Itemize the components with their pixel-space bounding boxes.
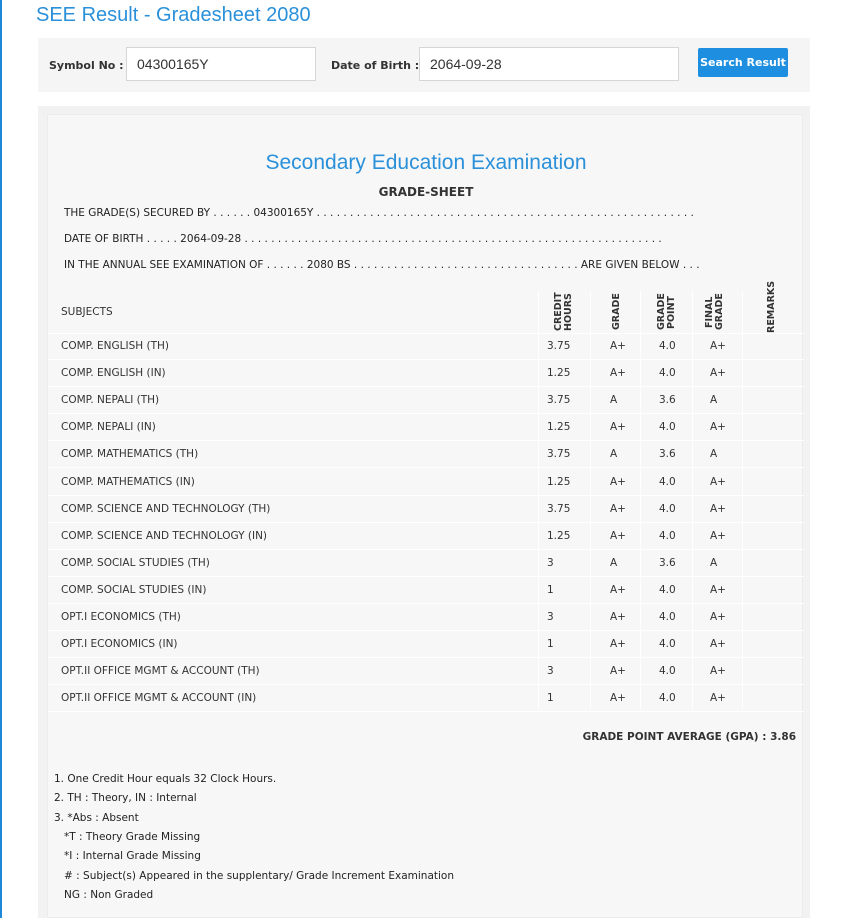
credit-hours-cell: 1 — [547, 692, 554, 705]
credit-hours-cell: 3 — [547, 611, 554, 623]
grade-cell: A+ — [610, 583, 626, 596]
credit-hours-cell: 1 — [547, 638, 554, 651]
grade-cell: A+ — [610, 638, 626, 651]
note-item: NG : Non Graded — [54, 888, 154, 901]
table-row — [48, 604, 804, 631]
subject-cell: OPT.I ECONOMICS (TH) — [61, 611, 181, 623]
table-row — [48, 523, 804, 550]
table-row — [48, 577, 804, 604]
grade-point-cell: 4.0 — [659, 638, 676, 651]
exam-line: IN THE ANNUAL SEE EXAMINATION OF . . . . . . 2080 BS . . . . . . . . . . . . . . . . . . . . . . . . . . . . . . . . . . ARE GIVEN BELOW . . . — [64, 259, 700, 271]
dob-label: Date of Birth : — [331, 59, 420, 72]
final-grade-cell: A+ — [710, 340, 726, 352]
search-bar — [38, 38, 810, 92]
table-row — [48, 658, 804, 685]
credit-hours-cell: 3.75 — [547, 448, 571, 461]
credit-hours-cell: 3.75 — [547, 394, 571, 407]
table-row — [48, 469, 804, 496]
subject-cell: COMP. SCIENCE AND TECHNOLOGY (TH) — [61, 502, 271, 515]
grade-cell: A+ — [610, 367, 626, 380]
subject-cell: COMP. ENGLISH (IN) — [61, 367, 166, 380]
grade-cell: A — [610, 556, 618, 569]
credit-hours-cell: 1 — [547, 583, 554, 596]
subject-cell: COMP. MATHEMATICS (IN) — [61, 475, 195, 488]
grade-sheet-heading: GRADE-SHEET — [378, 185, 474, 199]
header-grade-point: GRADE POINT — [656, 293, 677, 331]
subject-cell: COMP. MATHEMATICS (TH) — [61, 448, 199, 461]
page-title: SEE Result - Gradesheet 2080 — [36, 4, 311, 26]
grade-point-cell: 4.0 — [659, 583, 676, 596]
grade-cell: A+ — [610, 692, 626, 705]
dob-input[interactable] — [419, 47, 679, 81]
grade-cell: A+ — [610, 475, 626, 488]
table-row — [48, 387, 804, 414]
subject-cell: COMP. SOCIAL STUDIES (TH) — [61, 556, 210, 569]
grade-cell: A+ — [610, 611, 626, 623]
credit-hours-cell: 3.75 — [547, 340, 571, 352]
symbol-input[interactable] — [126, 47, 316, 81]
note-item: 1. One Credit Hour equals 32 Clock Hours. — [54, 773, 277, 785]
header-final-grade: FINAL GRADE — [704, 293, 725, 331]
subject-cell: COMP. SOCIAL STUDIES (IN) — [61, 583, 207, 596]
dob-line: DATE OF BIRTH . . . . . 2064-09-28 . . . . . . . . . . . . . . . . . . . . . . . . . . . . . . . . . . . . . . . . . . . . . . . . . . . . . . . . . . . . . . . — [64, 233, 662, 245]
symbol-label: Symbol No : — [49, 59, 124, 72]
grade-cell: A+ — [610, 665, 626, 678]
credit-hours-cell: 1.25 — [547, 529, 571, 542]
result-panel — [38, 106, 810, 918]
final-grade-cell: A+ — [710, 692, 726, 705]
table-row — [48, 414, 804, 441]
table-row — [48, 631, 804, 658]
credit-hours-cell: 3 — [547, 665, 554, 678]
final-grade-cell: A+ — [710, 475, 726, 488]
table-header — [48, 291, 804, 334]
final-grade-cell: A+ — [710, 638, 726, 651]
final-grade-cell: A+ — [710, 529, 726, 542]
credit-hours-cell: 1.25 — [547, 475, 571, 488]
search-result-button[interactable]: Search Result — [698, 48, 788, 77]
note-item: # : Subject(s) Appeared in the supplentary/ Grade Increment Examination — [54, 869, 455, 882]
grade-cell: A — [610, 394, 618, 407]
grade-point-cell: 3.6 — [659, 394, 676, 407]
subject-cell: COMP. NEPALI (TH) — [61, 394, 160, 407]
grade-point-cell: 3.6 — [659, 448, 676, 461]
grade-point-cell: 4.0 — [659, 611, 676, 623]
table-row — [48, 496, 804, 523]
credit-hours-cell: 1.25 — [547, 421, 571, 434]
grade-cell: A+ — [610, 502, 626, 515]
grade-sheet — [47, 114, 803, 918]
grade-point-cell: 4.0 — [659, 692, 676, 705]
final-grade-cell: A+ — [710, 611, 726, 623]
table-row — [48, 441, 804, 468]
grade-point-cell: 4.0 — [659, 502, 676, 515]
subject-cell: OPT.II OFFICE MGMT & ACCOUNT (TH) — [61, 665, 260, 678]
subject-cell: COMP. SCIENCE AND TECHNOLOGY (IN) — [61, 529, 268, 542]
table-row — [48, 685, 804, 712]
grade-point-cell: 4.0 — [659, 421, 676, 434]
grade-point-cell: 4.0 — [659, 367, 676, 380]
final-grade-cell: A+ — [710, 583, 726, 596]
grade-point-cell: 4.0 — [659, 665, 676, 678]
note-item: *T : Theory Grade Missing — [54, 830, 201, 843]
grade-cell: A+ — [610, 421, 626, 434]
note-item: *I : Internal Grade Missing — [54, 850, 201, 863]
final-grade-cell: A — [710, 556, 718, 569]
final-grade-cell: A — [710, 394, 718, 407]
grade-cell: A+ — [610, 340, 626, 352]
exam-title: Secondary Education Examination — [265, 151, 587, 174]
grade-point-cell: 3.6 — [659, 556, 676, 569]
grade-point-cell: 4.0 — [659, 340, 676, 352]
secured-by-line: THE GRADE(S) SECURED BY . . . . . . 04300165Y . . . . . . . . . . . . . . . . . . . . . . . . . . . . . . . . . . . . . . . . . . . . . . . . . . . . . . . . . — [64, 207, 694, 219]
note-item: 2. TH : Theory, IN : Internal — [54, 792, 197, 805]
final-grade-cell: A — [710, 448, 718, 461]
header-credit-hours: CREDIT HOURS — [553, 292, 574, 331]
table-row — [48, 550, 804, 577]
subject-cell: OPT.II OFFICE MGMT & ACCOUNT (IN) — [61, 692, 257, 705]
credit-hours-cell: 3.75 — [547, 502, 571, 515]
header-remarks: REMARKS — [766, 280, 777, 333]
final-grade-cell: A+ — [710, 502, 726, 515]
header-grade: GRADE — [611, 293, 622, 331]
table-row — [48, 360, 804, 387]
note-item: 3. *Abs : Absent — [54, 811, 139, 824]
gpa: GRADE POINT AVERAGE (GPA) : 3.86 — [582, 731, 796, 743]
header-subjects: SUBJECTS — [61, 306, 113, 318]
final-grade-cell: A+ — [710, 367, 726, 380]
grade-cell: A+ — [610, 529, 626, 542]
subject-cell: COMP. ENGLISH (TH) — [61, 340, 169, 352]
final-grade-cell: A+ — [710, 421, 726, 434]
table-row — [48, 333, 804, 360]
grade-point-cell: 4.0 — [659, 529, 676, 542]
credit-hours-cell: 3 — [547, 556, 554, 569]
final-grade-cell: A+ — [710, 665, 726, 678]
grade-cell: A — [610, 448, 618, 461]
credit-hours-cell: 1.25 — [547, 367, 571, 380]
subject-cell: COMP. NEPALI (IN) — [61, 421, 156, 434]
grade-point-cell: 4.0 — [659, 475, 676, 488]
subject-cell: OPT.I ECONOMICS (IN) — [61, 638, 178, 651]
